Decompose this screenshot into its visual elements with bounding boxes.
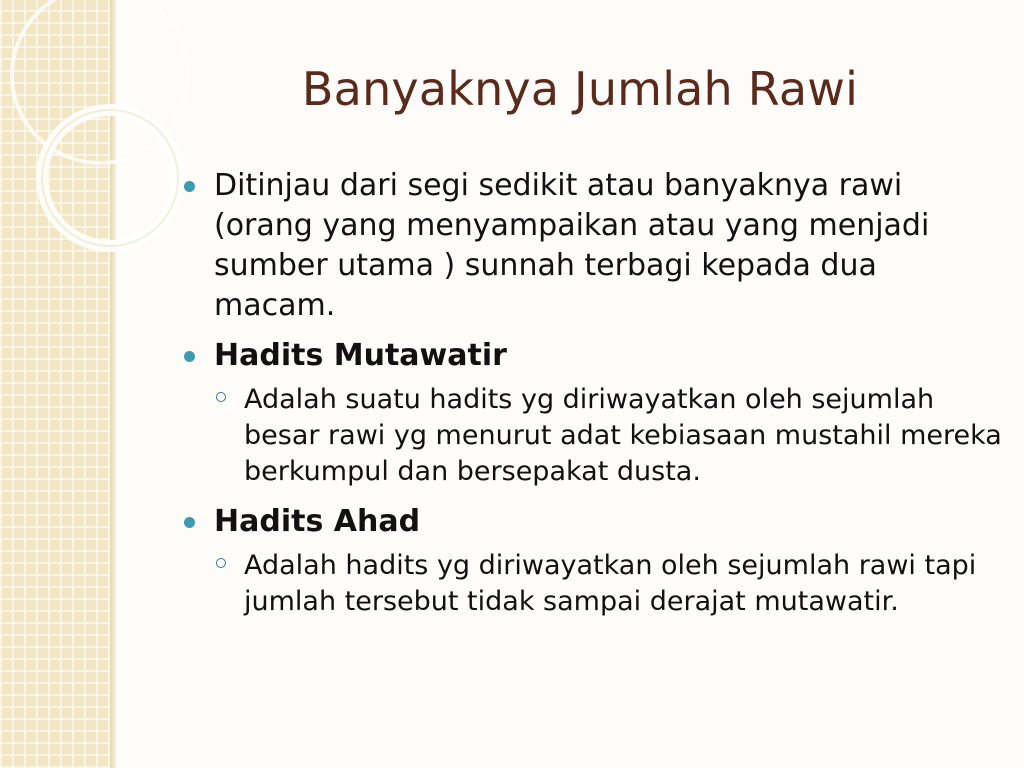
bullet-text: Ditinjau dari segi sedikit atau banyaknya rawi (orang yang menyampaikan atau yang menjadi sumber utama ) sunnah terbagi kepada dua macam.: [214, 168, 930, 323]
sub-bullet-ring-icon: [216, 392, 226, 402]
sub-bullet-ahad: [182, 548, 1002, 620]
bullet-text: Hadits Mutawatir: [214, 338, 507, 373]
bullet-dot-icon: [184, 517, 195, 528]
sub-bullet-ring-icon: [216, 558, 226, 568]
bullet-dot-icon: [184, 181, 195, 192]
sub-bullet-text: Adalah suatu hadits yg diriwayatkan oleh sejumlah besar rawi yg menurut adat kebiasaan mustahil mereka berkumpul dan bersepakat dusta.: [244, 384, 1002, 487]
slide-content: [182, 166, 1002, 632]
bullet-dot-icon: [184, 351, 195, 362]
sub-bullet-mutawatir: [182, 382, 1002, 490]
sub-bullet-text: Adalah hadits yg diriwayatkan oleh sejumlah rawi tapi jumlah tersebut tidak sampai derajat mutawatir.: [244, 550, 977, 617]
bullet-item-mutawatir: [182, 336, 1002, 376]
decorative-rings: [0, 0, 140, 260]
bullet-item-intro: [182, 166, 1002, 326]
bullet-item-ahad: [182, 502, 1002, 542]
bullet-text: Hadits Ahad: [214, 504, 421, 539]
slide-title: Banyaknya Jumlah Rawi: [301, 62, 859, 116]
